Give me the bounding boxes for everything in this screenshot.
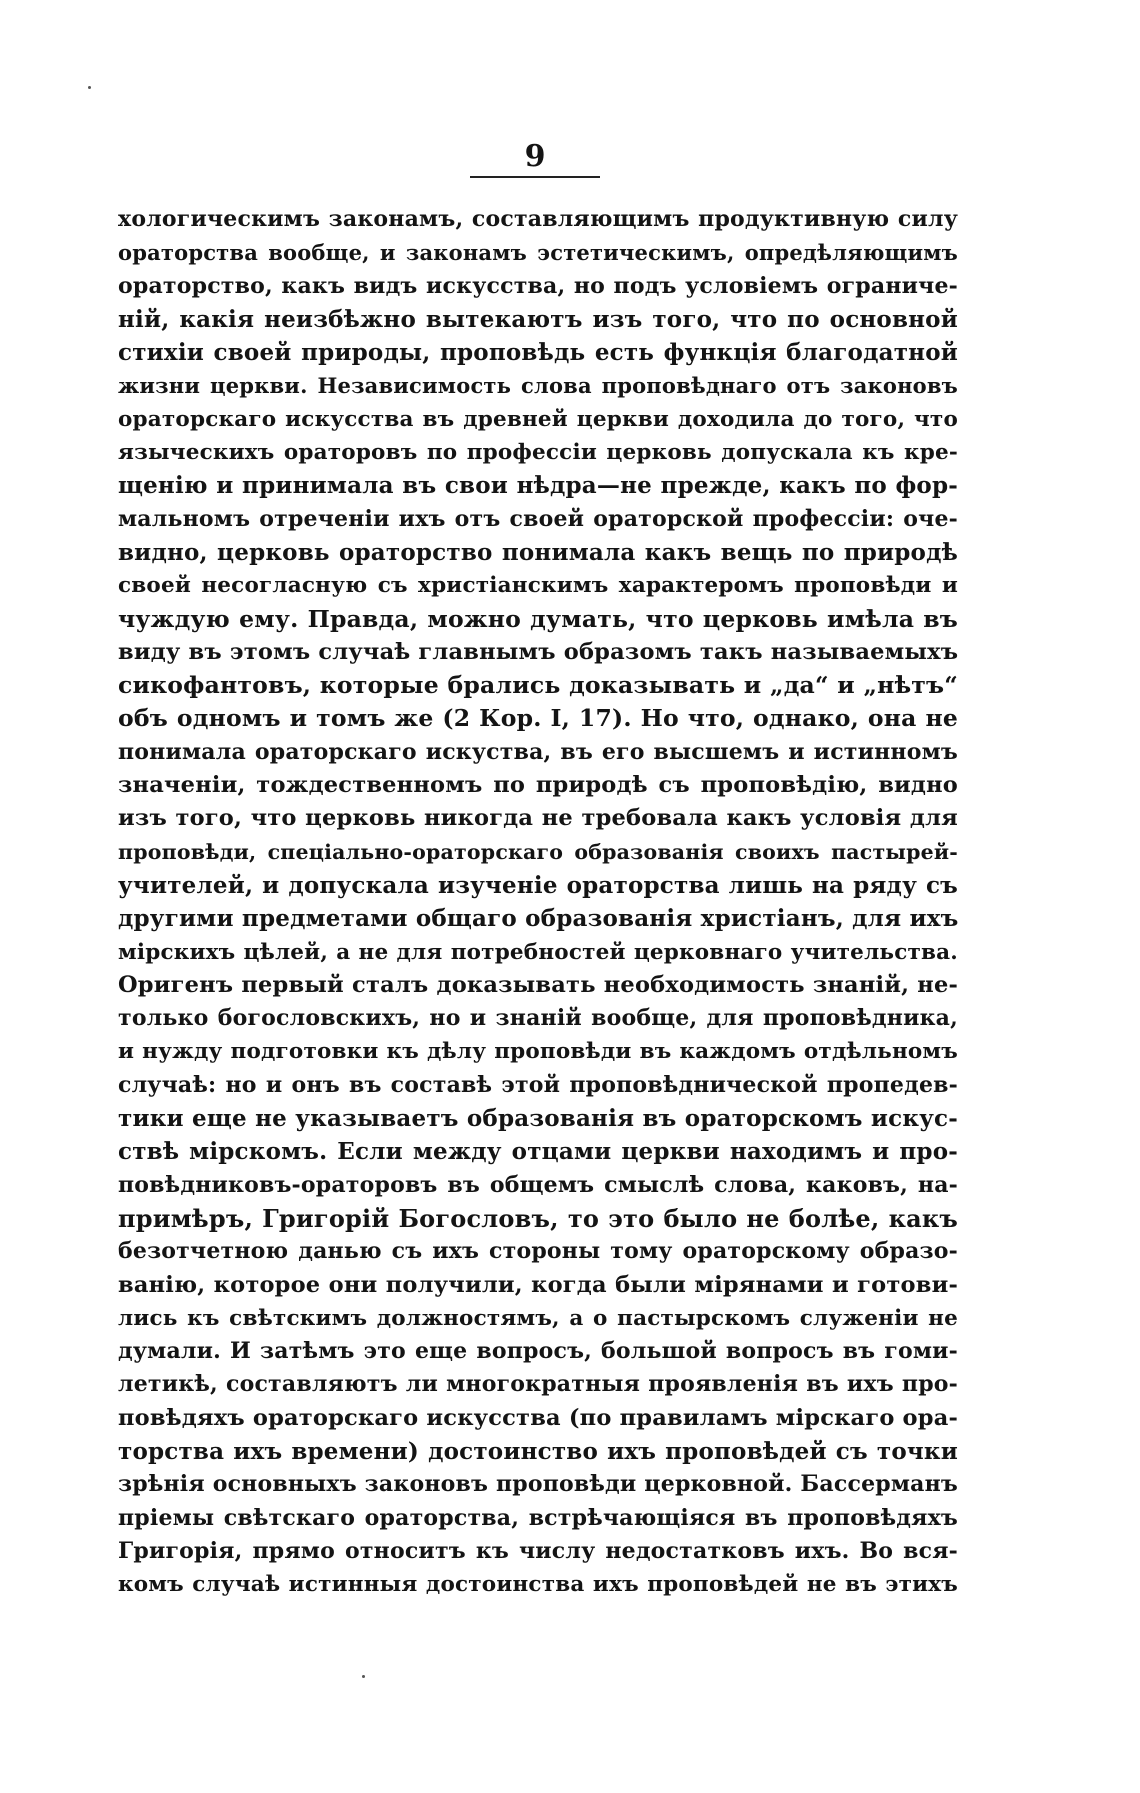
text-line: примѣръ, Григорій Богословъ, то это было не болѣе, какъ [118, 1203, 958, 1233]
text-line: стихіи своей природы, проповѣдь есть функція благодатной [118, 339, 958, 367]
text-line: ствѣ мірскомъ. Если между отцами церкви находимъ и про- [118, 1138, 958, 1166]
text-line: значеніи, тождественномъ по природѣ съ проповѣдію, видно [118, 772, 958, 799]
text-line: ораторскаго искусства въ древней церкви доходила до того, что [118, 406, 958, 432]
text-line: хологическимъ законамъ, составляющимъ продуктивную силу [118, 206, 958, 232]
text-line: только богословскихъ, но и знаній вообще, для проповѣдника, [118, 1005, 958, 1032]
text-line: ораторства вообще, и законамъ эстетическимъ, опредѣляющимъ [118, 240, 958, 266]
text-line: учителей, и допускала изученіе ораторства лишь на ряду съ [118, 871, 958, 899]
text-line: мірскихъ цѣлей, а не для потребностей церковнаго учительства. [118, 939, 958, 965]
text-line: изъ того, что церковь никогда не требовала какъ условія для [118, 805, 958, 832]
text-line: щенію и принимала въ свои нѣдра—не прежде, какъ по фор- [118, 472, 958, 500]
text-line: безотчетною данью съ ихъ стороны тому ораторскому образо- [118, 1238, 958, 1265]
text-line: видно, церковь ораторство понимала какъ вещь по природѣ [118, 538, 958, 566]
text-line: виду въ этомъ случаѣ главнымъ образомъ такъ называемыхъ [118, 638, 959, 665]
scan-speck [362, 1675, 365, 1678]
text-line: проповѣди, спеціально-ораторскаго образованія своихъ пастырей- [118, 839, 958, 864]
text-line: комъ случаѣ истинныя достоинства ихъ проповѣдей не въ этихъ [118, 1572, 958, 1598]
text-line: ванію, которое они получили, когда были мірянами и готови- [118, 1271, 958, 1298]
text-line: Оригенъ первый сталъ доказывать необходимость знаній, не- [118, 971, 958, 998]
text-line: думали. И затѣмъ это еще вопросъ, большой вопросъ въ гоми- [118, 1338, 958, 1365]
text-line: Григорія, прямо относитъ къ числу недостатковъ ихъ. Во вся- [118, 1537, 958, 1564]
scan-speck [88, 86, 91, 89]
text-line: мальномъ отреченіи ихъ отъ своей ораторской профессіи: оче- [118, 505, 958, 532]
body-text [118, 203, 958, 1601]
page-number-rule [470, 176, 600, 178]
text-line: понимала ораторскаго искуства, въ его высшемъ и истинномъ [118, 738, 958, 765]
text-line: жизни церкви. Независимость слова проповѣднаго отъ законовъ [118, 373, 958, 399]
text-line: своей несогласную съ христіанскимъ характеромъ проповѣди и [118, 573, 958, 599]
text-line: языческихъ ораторовъ по профессіи церковь допускала къ кре- [118, 440, 958, 466]
text-line: чуждую ему. Правда, можно думать, что церковь имѣла въ [118, 604, 958, 633]
text-line: пріемы свѣтскаго ораторства, встрѣчающіяся въ проповѣдяхъ [118, 1504, 958, 1531]
text-line: ній, какія неизбѣжно вытекаютъ изъ того, что по основной [118, 305, 958, 333]
text-line: другими предметами общаго образованія христіанъ, для ихъ [118, 905, 959, 933]
text-line: сикофантовъ, которые брались доказывать и „да“ и „нѣтъ“ [118, 671, 958, 700]
text-line: и нужду подготовки къ дѣлу проповѣди въ каждомъ отдѣльномъ [118, 1039, 958, 1065]
text-line: ораторство, какъ видъ искусства, но подъ условіемъ ограниче- [118, 272, 958, 299]
text-line: повѣдяхъ ораторскаго искусства (по правиламъ мірскаго ора- [118, 1404, 959, 1431]
text-line: торства ихъ времени) достоинство ихъ проповѣдей съ точки [118, 1437, 958, 1465]
page-number: 9 [524, 139, 546, 174]
text-line: повѣдниковъ-ораторовъ въ общемъ смыслѣ слова, каковъ, на- [118, 1171, 958, 1198]
text-line: тики еще не указываетъ образованія въ ораторскомъ искус- [118, 1105, 958, 1133]
text-line: зрѣнія основныхъ законовъ проповѣди церковной. Бассерманъ [118, 1471, 958, 1498]
text-line: объ одномъ и томъ же (2 Кор. I, 17). Но что, однако, она не [118, 704, 958, 733]
text-line: лись къ свѣтскимъ должностямъ, а о пастырскомъ служеніи не [118, 1305, 958, 1331]
text-line: случаѣ: но и онъ въ составѣ этой проповѣднической пропедев- [118, 1071, 958, 1098]
text-line: летикѣ, составляютъ ли многократныя проявленія въ ихъ про- [118, 1371, 958, 1398]
